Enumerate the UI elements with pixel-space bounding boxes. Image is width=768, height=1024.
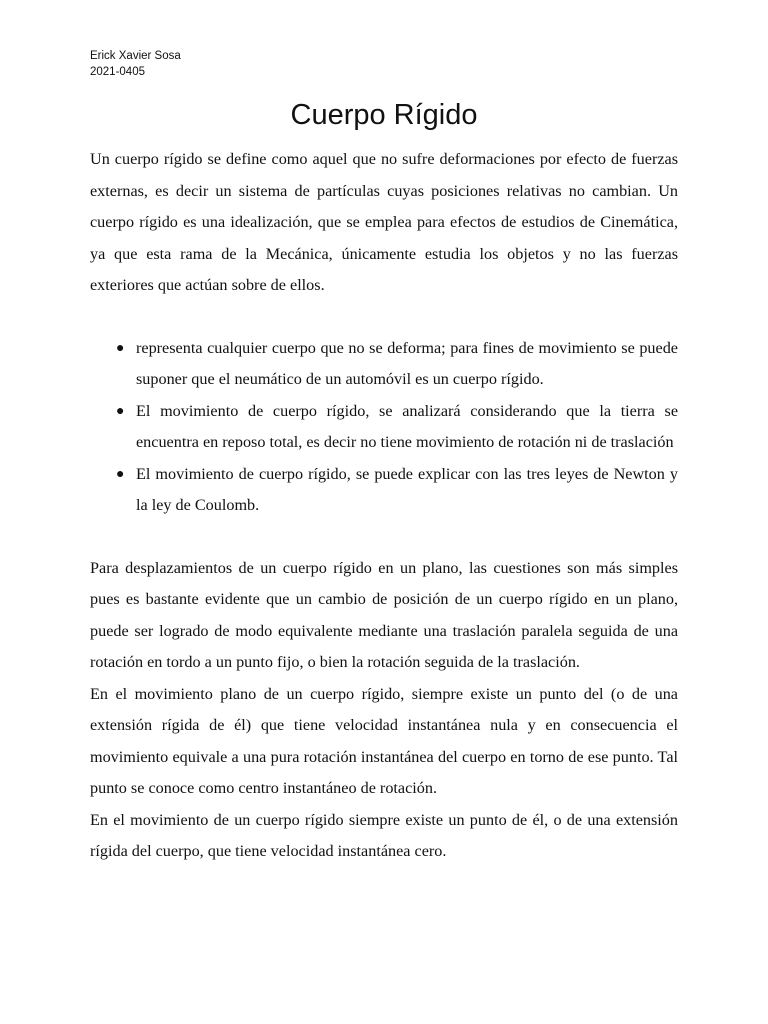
spacer: [90, 302, 678, 333]
author-block: [90, 48, 181, 80]
bullet-icon: ●: [116, 466, 125, 482]
list-item: [90, 333, 678, 396]
list-item: [90, 396, 678, 459]
author-name: Erick Xavier Sosa: [90, 50, 181, 62]
bullet-icon: ●: [116, 340, 125, 356]
list-item: [90, 459, 678, 522]
spacer: [90, 522, 678, 553]
intro-paragraph: Un cuerpo rígido se define como aquel que no sufre deformaciones por efecto de fuerzas externas, es decir un sistema de partículas cuyas posiciones relativas no cambian. Un cuerpo rígido es una idealización, que se emplea para efectos de estudios de Cinemática, ya que esta rama de la Mecánica, únicamente estudia los objetos y no las fuerzas exteriores que actúan sobre de ellos.: [90, 150, 678, 294]
bullet-icon: ●: [116, 403, 125, 419]
list-item-text: representa cualquier cuerpo que no se deforma; para fines de movimiento se puede suponer que el neumático de un automóvil es un cuerpo rígido.: [136, 338, 678, 388]
body-paragraph: En el movimiento plano de un cuerpo rígido, siempre existe un punto del (o de una extensión rígida de él) que tiene velocidad instantánea nula y en consecuencia el movimiento equivale a una pura rotación instantánea del cuerpo en torno de ese punto. Tal punto se conoce como centro instantáneo de rotación.: [90, 684, 678, 797]
list-item-text: El movimiento de cuerpo rígido, se puede explicar con las tres leyes de Newton y la ley de Coulomb.: [136, 464, 678, 514]
body-paragraph: En el movimiento de un cuerpo rígido siempre existe un punto de él, o de una extensión rígida del cuerpo, que tiene velocidad instantánea cero.: [90, 810, 678, 860]
document-body: [90, 144, 678, 868]
list-item-text: El movimiento de cuerpo rígido, se analizará considerando que la tierra se encuentra en reposo total, es decir no tiene movimiento de rotación ni de traslación: [136, 401, 678, 451]
page-title: Cuerpo Rígido: [290, 99, 478, 131]
bullet-list: [90, 333, 678, 522]
author-id: 2021-0405: [90, 66, 145, 78]
body-paragraph: Para desplazamientos de un cuerpo rígido en un plano, las cuestiones son más simples pues es bastante evidente que un cambio de posición de un cuerpo rígido en un plano, puede ser logrado de modo equivalente mediante una traslación paralela seguida de una rotación en tordo a un punto fijo, o bien la rotación seguida de la traslación.: [90, 558, 678, 671]
